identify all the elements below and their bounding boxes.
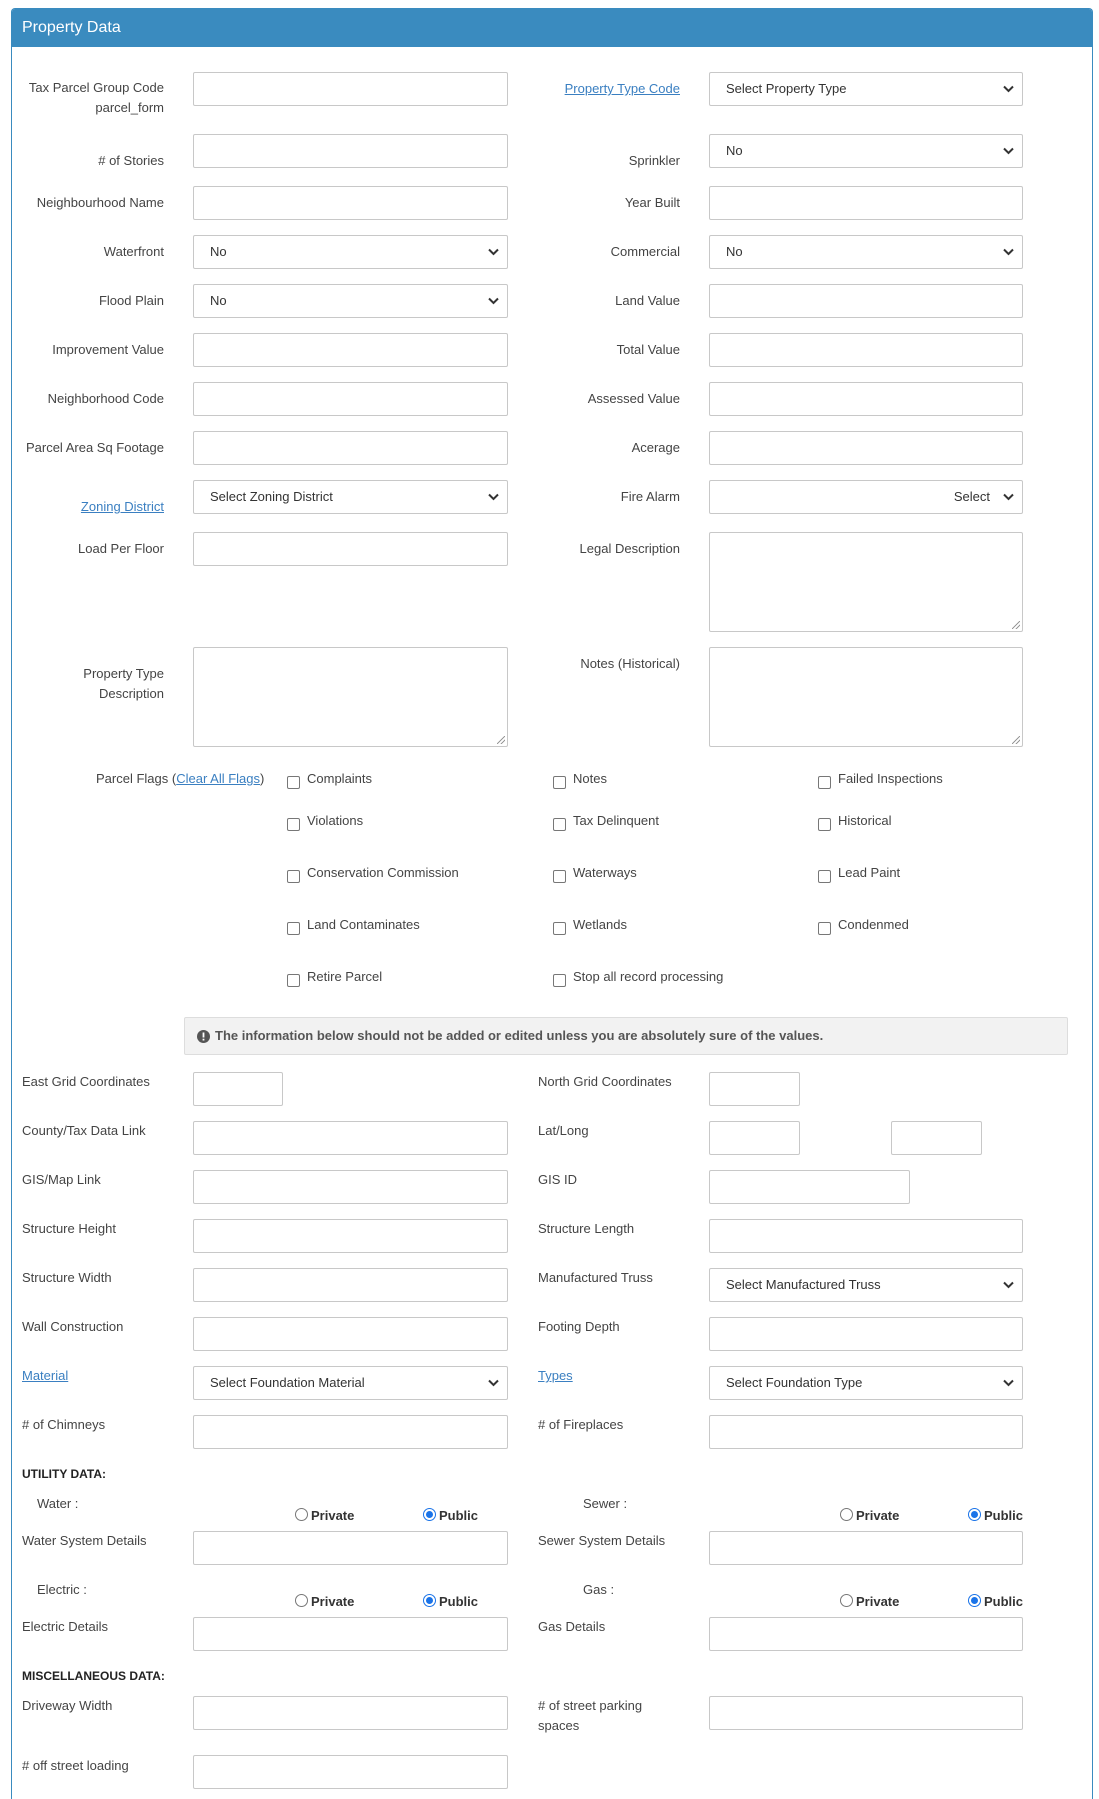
sprinkler-label: Sprinkler — [628, 153, 680, 168]
warning-notice — [184, 1017, 1068, 1055]
manufactured-truss-selected: Select Manufactured Truss — [726, 1277, 881, 1292]
resize-grip-icon[interactable] — [1012, 736, 1020, 744]
sewer-details-input[interactable] — [709, 1531, 1023, 1565]
property-type-code-link[interactable]: Property Type Code — [564, 81, 680, 96]
structure-height-label: Structure Height — [22, 1221, 116, 1236]
tax-parcel-group-code-input[interactable] — [193, 72, 508, 106]
water-details-input[interactable] — [193, 1531, 508, 1565]
panel-title: Property Data — [22, 19, 121, 36]
total-value-label: Total Value — [616, 342, 680, 357]
assessed-value-label: Assessed Value — [587, 391, 680, 406]
manufactured-truss-label: Manufactured Truss — [538, 1270, 653, 1285]
water-label: Water : — [37, 1496, 79, 1511]
structure-width-label: Structure Width — [22, 1270, 112, 1285]
clear-all-flags-link[interactable]: Clear All Flags — [176, 771, 261, 786]
assessed-value-input[interactable] — [709, 382, 1023, 416]
gas-public-label: Public — [984, 1594, 1024, 1609]
water-public-label: Public — [439, 1508, 479, 1523]
flag-label-failed-inspections: Failed Inspections — [838, 771, 943, 786]
foundation-material-select[interactable] — [193, 1366, 508, 1400]
flag-label-conservation-commission: Conservation Commission — [307, 865, 459, 880]
gis-map-link-label: GIS/Map Link — [22, 1172, 101, 1187]
flag-checkbox-condenmed[interactable] — [818, 922, 831, 935]
warning-notice-text: The information below should not be added or edited unless you are absolutely sure of the values. — [215, 1028, 824, 1043]
gas-details-input[interactable] — [709, 1617, 1023, 1651]
parcel-flags-suffix: ) — [260, 771, 265, 786]
flag-checkbox-stop-all-record-processing[interactable] — [553, 974, 566, 987]
land-value-label: Land Value — [615, 293, 680, 308]
flag-checkbox-failed-inspections[interactable] — [818, 776, 831, 789]
fire-alarm-label: Fire Alarm — [620, 489, 680, 504]
load-per-floor-input[interactable] — [193, 532, 508, 566]
flag-label-stop-all-record-processing: Stop all record processing — [573, 969, 724, 984]
flag-checkbox-retire-parcel[interactable] — [287, 974, 300, 987]
property-type-code-select[interactable] — [709, 72, 1023, 106]
water-private-radio[interactable] — [295, 1508, 308, 1521]
north-grid-input[interactable] — [709, 1072, 800, 1106]
legal-description-label: Legal Description — [579, 541, 680, 556]
electric-details-label: Electric Details — [22, 1619, 108, 1634]
structure-height-input[interactable] — [193, 1219, 508, 1253]
tax-parcel-group-code-label: Tax Parcel Group Code — [28, 80, 164, 95]
parcel-flags-label — [96, 769, 266, 789]
commercial-selected: No — [726, 244, 743, 259]
fire-alarm-selected: Select — [953, 489, 990, 504]
electric-details-input[interactable] — [193, 1617, 508, 1651]
flag-checkbox-historical[interactable] — [818, 818, 831, 831]
neighborhood-code-label: Neighborhood Code — [47, 391, 164, 406]
sewer-label: Sewer : — [583, 1496, 628, 1511]
flag-label-violations: Violations — [307, 813, 364, 828]
gas-label: Gas : — [583, 1582, 615, 1597]
neighborhood-code-input[interactable] — [193, 382, 508, 416]
miscellaneous-data-heading: MISCELLANEOUS DATA: — [22, 1669, 165, 1683]
water-public-radio[interactable] — [423, 1508, 436, 1521]
wall-construction-input[interactable] — [193, 1317, 508, 1351]
flag-checkbox-conservation-commission[interactable] — [287, 870, 300, 883]
off-street-loading-input[interactable] — [193, 1755, 508, 1789]
street-parking-label-1: # of street parking — [538, 1698, 643, 1713]
foundation-type-selected: Select Foundation Type — [726, 1375, 863, 1390]
sewer-public-label: Public — [984, 1508, 1024, 1523]
gas-private-radio[interactable] — [840, 1594, 853, 1607]
load-per-floor-label: Load Per Floor — [78, 541, 164, 556]
driveway-width-input[interactable] — [193, 1696, 508, 1730]
sewer-details-label: Sewer System Details — [538, 1533, 666, 1548]
improvement-value-label: Improvement Value — [52, 342, 164, 357]
chevron-down-icon — [1003, 1379, 1014, 1387]
electric-public-radio[interactable] — [423, 1594, 436, 1607]
water-details-label: Water System Details — [22, 1533, 147, 1548]
sprinkler-select[interactable] — [709, 134, 1023, 168]
chevron-down-icon — [1003, 493, 1014, 501]
structure-length-label: Structure Length — [538, 1221, 635, 1236]
manufactured-truss-select[interactable] — [709, 1268, 1023, 1302]
flag-checkbox-land-contaminates[interactable] — [287, 922, 300, 935]
water-private-label: Private — [311, 1508, 355, 1523]
electric-public-label: Public — [439, 1594, 479, 1609]
chevron-down-icon — [488, 1379, 499, 1387]
fireplaces-label: # of Fireplaces — [538, 1417, 624, 1432]
foundation-type-select[interactable] — [709, 1366, 1023, 1400]
street-parking-input[interactable] — [709, 1696, 1023, 1730]
parcel-area-input[interactable] — [193, 431, 508, 465]
sewer-private-label: Private — [856, 1508, 900, 1523]
structure-width-input[interactable] — [193, 1268, 508, 1302]
gas-details-label: Gas Details — [538, 1619, 606, 1634]
property-type-description-label-2: Description — [98, 686, 164, 701]
structure-length-input[interactable] — [709, 1219, 1023, 1253]
zoning-district-selected: Select Zoning District — [210, 489, 333, 504]
electric-private-radio[interactable] — [295, 1594, 308, 1607]
east-grid-input[interactable] — [193, 1072, 283, 1106]
flag-label-condenmed: Condenmed — [838, 917, 909, 932]
off-street-loading-label: # off street loading — [22, 1758, 129, 1773]
flag-checkbox-lead-paint[interactable] — [818, 870, 831, 883]
flood-plain-label: Flood Plain — [98, 293, 164, 308]
flood-plain-selected: No — [210, 293, 227, 308]
flag-checkbox-wetlands[interactable] — [553, 922, 566, 935]
notes-historical-label: Notes (Historical) — [580, 656, 680, 671]
east-grid-label: East Grid Coordinates — [22, 1074, 150, 1089]
flag-checkbox-tax-delinquent[interactable] — [553, 818, 566, 831]
zoning-district-select[interactable] — [193, 480, 508, 514]
types-link[interactable]: Types — [538, 1368, 573, 1383]
stories-input[interactable] — [193, 134, 508, 168]
flag-label-notes: Notes — [573, 771, 607, 786]
commercial-select[interactable] — [709, 235, 1023, 269]
gis-id-label: GIS ID — [538, 1172, 578, 1187]
resize-grip-icon[interactable] — [497, 736, 505, 744]
flag-label-retire-parcel: Retire Parcel — [307, 969, 383, 984]
wall-construction-label: Wall Construction — [22, 1319, 124, 1334]
panel-header — [12, 9, 1092, 47]
chevron-down-icon — [488, 493, 499, 501]
flag-label-land-contaminates: Land Contaminates — [307, 917, 420, 932]
flag-checkbox-notes[interactable] — [553, 776, 566, 789]
fire-alarm-select[interactable] — [709, 480, 1023, 514]
chevron-down-icon — [1003, 1281, 1014, 1289]
chevron-down-icon — [488, 248, 499, 256]
property-type-description-label-1: Property Type — [83, 666, 164, 681]
flood-plain-select[interactable] — [193, 284, 508, 318]
flag-label-complaints: Complaints — [307, 771, 373, 786]
flag-label-historical: Historical — [838, 813, 892, 828]
neighbourhood-name-input[interactable] — [193, 186, 508, 220]
flag-label-waterways: Waterways — [573, 865, 637, 880]
latitude-input[interactable] — [709, 1121, 800, 1155]
gas-private-label: Private — [856, 1594, 900, 1609]
acerage-input[interactable] — [709, 431, 1023, 465]
property-type-description-textarea[interactable] — [193, 647, 508, 747]
flag-label-lead-paint: Lead Paint — [838, 865, 901, 880]
commercial-label: Commercial — [610, 244, 680, 259]
electric-label: Electric : — [37, 1582, 87, 1597]
flag-label-tax-delinquent: Tax Delinquent — [573, 813, 659, 828]
north-grid-label: North Grid Coordinates — [538, 1074, 672, 1089]
electric-private-label: Private — [311, 1594, 355, 1609]
gas-public-radio[interactable] — [968, 1594, 981, 1607]
foundation-material-selected: Select Foundation Material — [210, 1375, 365, 1390]
flag-checkbox-complaints[interactable] — [287, 776, 300, 789]
lat-long-label: Lat/Long — [538, 1123, 589, 1138]
flag-label-wetlands: Wetlands — [573, 917, 627, 932]
street-parking-label-2: spaces — [538, 1718, 580, 1733]
sewer-public-radio[interactable] — [968, 1508, 981, 1521]
material-link[interactable]: Material — [22, 1368, 69, 1383]
year-built-input[interactable] — [709, 186, 1023, 220]
fireplaces-input[interactable] — [709, 1415, 1023, 1449]
gis-map-link-input[interactable] — [193, 1170, 508, 1204]
county-tax-link-input[interactable] — [193, 1121, 508, 1155]
land-value-input[interactable] — [709, 284, 1023, 318]
waterfront-label: Waterfront — [103, 244, 164, 259]
acerage-label: Acerage — [631, 440, 680, 455]
info-icon — [197, 1030, 210, 1043]
chimneys-input[interactable] — [193, 1415, 508, 1449]
zoning-district-link[interactable]: Zoning District — [80, 499, 164, 514]
sewer-private-radio[interactable] — [840, 1508, 853, 1521]
notes-historical-textarea[interactable] — [709, 647, 1023, 747]
neighbourhood-name-label: Neighbourhood Name — [36, 195, 164, 210]
chevron-down-icon — [1003, 85, 1014, 93]
gis-id-input[interactable] — [709, 1170, 910, 1204]
chevron-down-icon — [1003, 147, 1014, 155]
flag-checkbox-violations[interactable] — [287, 818, 300, 831]
longitude-input[interactable] — [891, 1121, 982, 1155]
total-value-input[interactable] — [709, 333, 1023, 367]
improvement-value-input[interactable] — [193, 333, 508, 367]
property-type-code-selected: Select Property Type — [726, 81, 847, 96]
legal-description-textarea[interactable] — [709, 532, 1023, 632]
year-built-label: Year Built — [624, 195, 680, 210]
footing-depth-input[interactable] — [709, 1317, 1023, 1351]
waterfront-select[interactable] — [193, 235, 508, 269]
parcel-area-label: Parcel Area Sq Footage — [25, 440, 164, 455]
county-tax-link-label: County/Tax Data Link — [22, 1123, 146, 1138]
footing-depth-label: Footing Depth — [538, 1319, 620, 1334]
resize-grip-icon[interactable] — [1012, 621, 1020, 629]
driveway-width-label: Driveway Width — [22, 1698, 113, 1713]
parcel-flags-prefix: Parcel Flags ( — [96, 771, 177, 786]
chevron-down-icon — [488, 297, 499, 305]
waterfront-selected: No — [210, 244, 227, 259]
stories-label: # of Stories — [98, 153, 164, 168]
tax-parcel-group-code-sublabel: parcel_form — [95, 100, 164, 115]
chevron-down-icon — [1003, 248, 1014, 256]
sprinkler-selected: No — [726, 143, 743, 158]
flag-checkbox-waterways[interactable] — [553, 870, 566, 883]
utility-data-heading: UTILITY DATA: — [22, 1467, 106, 1481]
chimneys-label: # of Chimneys — [22, 1417, 106, 1432]
